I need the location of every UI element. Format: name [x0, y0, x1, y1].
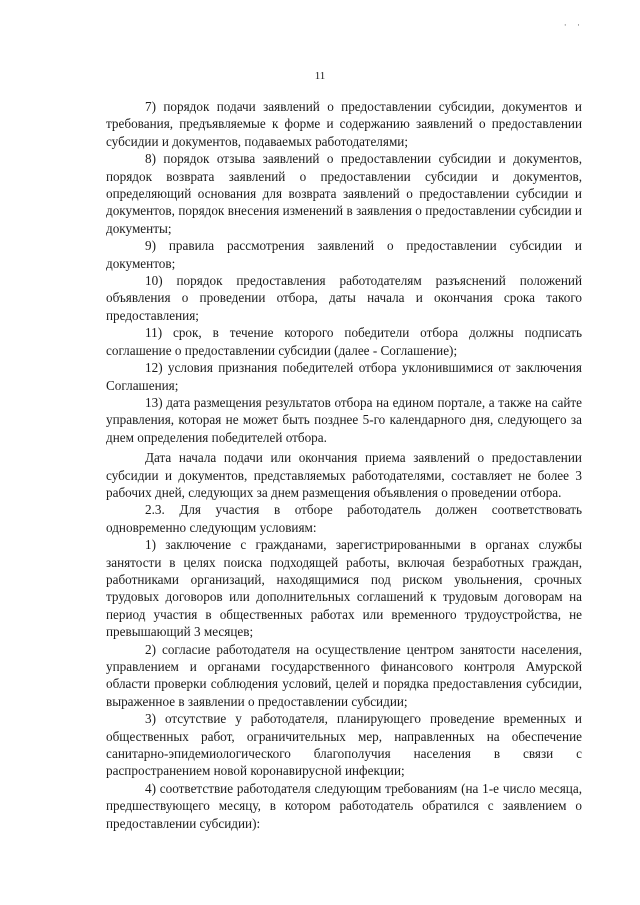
page-number: 11 — [314, 70, 326, 82]
paragraph-item-12: 12) условия признания победителей отбора уклонившимися от заключения Соглашения; — [106, 360, 582, 393]
paragraph-condition-3: 3) отсутствие у работодателя, планирующего проведение временных и общественных работ, ограничительных мер, направленных на обеспечение санитарно-эпидемиологического благополучия населения в связи с распространением новой коронавирусной инфекции; — [106, 711, 582, 779]
paragraph-condition-4: 4) соответствие работодателя следующим требованиям (на 1-е число месяца, предшествующего месяцу, в котором работодатель обратился с заявлением о предоставлении субсидии): — [106, 780, 582, 831]
paragraph-item-7: 7) порядок подачи заявлений о предоставлении субсидии, документов и требования, предъявляемые к форме и содержанию заявлений о предоставлении субсидии и документов, подаваемых работодателями; — [106, 99, 582, 149]
paragraph-item-10: 10) порядок предоставления работодателям разъяснений положений объявления о проведении отбора, даты начала и окончания срока такого предоставления; — [106, 273, 582, 323]
paragraph-item-8: 8) порядок отзыва заявлений о предоставлении субсидии и документов, порядок возврата заявлений о предоставлении субсидии и документов, определяющий основания для возврата заявлений о предоставлении субсидии и документов, порядок внесения изменений в заявления о предоставлении субсидии и документы; — [106, 151, 582, 236]
paragraph-item-9: 9) правила рассмотрения заявлений о предоставлении субсидии и документов; — [106, 238, 582, 271]
paragraph-item-11: 11) срок, в течение которого победители отбора должны подписать соглашение о предоставлении субсидии (далее - Соглашение); — [106, 325, 582, 358]
document-body — [106, 98, 582, 832]
paragraph-condition-1: 1) заключение с гражданами, зарегистрированными в органах службы занятости в целях поиска подходящей работы, включая безработных граждан, работниками организаций, находящимися под риском увольнения, срочных трудовых договоров или дополнительных соглашений к трудовым договорам на период участия в общественных работах или временного трудоустройства, не превышающий 3 месяцев; — [106, 537, 582, 640]
paragraph-deadline-note: Дата начала подачи или окончания приема заявлений о предоставлении субсидии и документов, представляемых работодателями, составляет не более 3 рабочих дней, следующих за днем размещения объявления о проведении отбора. — [106, 450, 582, 500]
scan-mark: · · — [563, 20, 584, 30]
paragraph-item-13: 13) дата размещения результатов отбора на едином портале, а также на сайте управления, которая не может быть позднее 5-го календарного дня, следующего за днем определения победителей отбора. — [106, 394, 582, 445]
paragraph-condition-2: 2) согласие работодателя на осуществление центром занятости населения, управлением и органами государственного финансового контроля Амурской области проверки соблюдения условий, целей и порядка предоставления субсидии, выраженное в заявлении о предоставлении субсидии; — [106, 641, 582, 709]
paragraph-section-2-3: 2.3. Для участия в отборе работодатель должен соответствовать одновременно следующим условиям: — [106, 502, 582, 535]
